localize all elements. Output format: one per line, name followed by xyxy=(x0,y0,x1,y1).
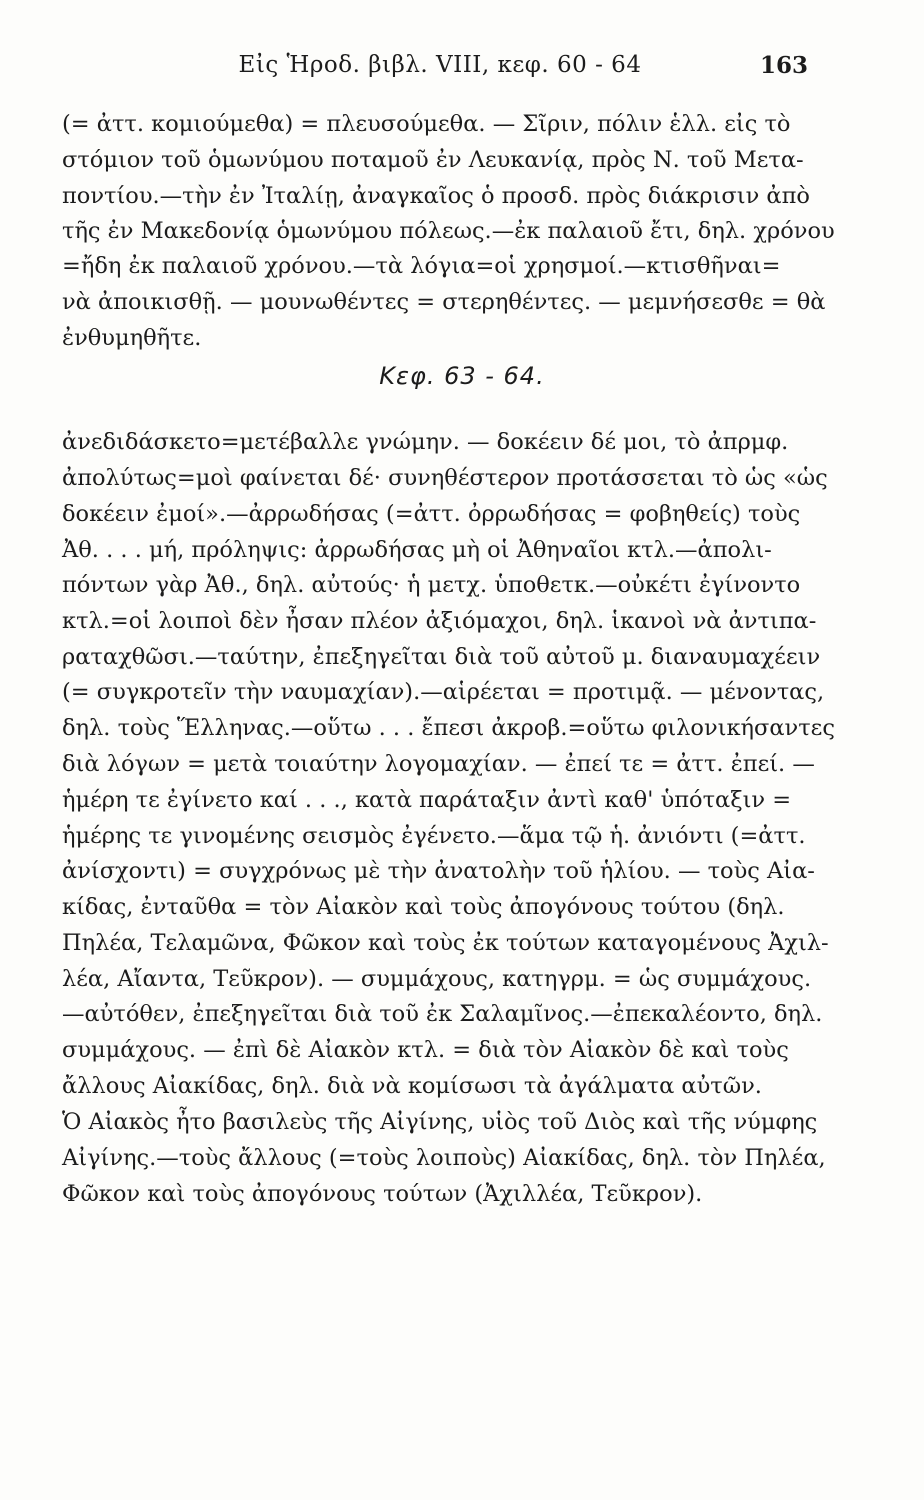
text-line: συμμάχους. — ἐπὶ δὲ Αἰακὸν κτλ. = διὰ τὸν Αἰακὸν δὲ καὶ τοὺς xyxy=(62,1037,789,1063)
text-line: κίδας, ἐνταῦθα = τὸν Αἰακὸν καὶ τοὺς ἀπογόνους τούτου (δηλ. xyxy=(62,894,785,920)
text-line: (= ἀττ. κομιούμεθα) = πλευσούμεθα. — Σῖριν, πόλιν ἑλλ. εἰς τὸ xyxy=(62,111,791,137)
text-line: διὰ λόγων = μετὰ τοιαύτην λογομαχίαν. — ἐπεί τε = ἀττ. ἐπεί. — xyxy=(62,751,815,777)
text-line: ἀπολύτως=μοὶ φαίνεται δέ· συνηθέστερον προτάσσεται τὸ ὡς «ὡς xyxy=(62,465,828,491)
text-line: δηλ. τοὺς Ἕλληνας.—οὕτω . . . ἔπεσι ἀκροβ.=οὕτω φιλονικήσαντες xyxy=(62,715,835,741)
text-line: ραταχθῶσι.—ταύτην, ἐπεξηγεῖται διὰ τοῦ αὐτοῦ μ. διαναυμαχέειν xyxy=(62,644,821,670)
running-header xyxy=(0,52,924,92)
text-line: =ἤδη ἐκ παλαιοῦ χρόνου.—τὰ λόγια=οἱ χρησμοί.—κτισθῆναι= xyxy=(62,253,781,279)
text-line: ἀνεδιδάσκετο=μετέβαλλε γνώμην. — δοκέειν δέ μοι, τὸ ἀπρμφ. xyxy=(62,429,789,455)
chapter-heading: Κεφ. 63 - 64. xyxy=(379,362,545,390)
text-line: νὰ ἀποικισθῇ. — μουνωθέντες = στερηθέντες. — μεμνήσεσθε = θὰ xyxy=(62,289,826,315)
page-number: 163 xyxy=(760,52,809,79)
text-line: (= συγκροτεῖν τὴν ναυμαχίαν).—αἱρέεται = προτιμᾷ. — μένοντας, xyxy=(62,679,825,705)
running-title: Εἰς Ἡροδ. βιβλ. VIII, κεφ. 60 - 64 xyxy=(238,52,642,78)
text-line: πόντων γὰρ Ἀθ., δηλ. αὐτούς· ἡ μετχ. ὑποθετκ.—οὐκέτι ἐγίνοντο xyxy=(62,572,801,598)
text-line: δοκέειν ἐμοί».—ἀρρωδήσας (=ἀττ. ὀρρωδήσας = φοβηθείς) τοὺς xyxy=(62,501,801,527)
text-line: Φῶκον καὶ τοὺς ἀπογόνους τούτων (Ἀχιλλέα, Τεῦκρον). xyxy=(62,1181,703,1207)
text-line: ἄλλους Αἰακίδας, δηλ. διὰ νὰ κομίσωσι τὰ ἀγάλματα αὐτῶν. xyxy=(62,1073,762,1099)
text-line: ἐνθυμηθῆτε. xyxy=(62,325,202,351)
text-line: ἀνίσχοντι) = συγχρόνως μὲ τὴν ἀνατολὴν τοῦ ἡλίου. — τοὺς Αἰα- xyxy=(62,858,815,884)
text-line: στόμιον τοῦ ὁμωνύμου ποταμοῦ ἐν Λευκανίᾳ, πρὸς Ν. τοῦ Μετα- xyxy=(62,147,804,173)
text-line: κτλ.=οἱ λοιποὶ δὲν ἦσαν πλέον ἀξιόμαχοι, δηλ. ἱκανοὶ νὰ ἀντιπα- xyxy=(62,608,817,634)
text-line: Αἰγίνης.—τοὺς ἄλλους (=τοὺς λοιποὺς) Αἰακίδας, δηλ. τὸν Πηλέα, xyxy=(62,1145,826,1171)
text-line: ἡμέρη τε ἐγίνετο καί . . ., κατὰ παράταξιν ἀντὶ καθ' ὑπόταξιν = xyxy=(62,787,792,813)
text-line: ἡμέρης τε γινομένης σεισμὸς ἐγένετο.—ἅμα τῷ ἡ. ἀνιόντι (=ἀττ. xyxy=(62,823,806,849)
text-line: τῆς ἐν Μακεδονίᾳ ὁμωνύμου πόλεως.—ἐκ παλαιοῦ ἔτι, δηλ. χρόνου xyxy=(62,218,835,244)
text-line: Ἀθ. . . . μή, πρόληψις: ἀρρωδήσας μὴ οἱ Ἀθηναῖοι κτλ.—ἀπολι- xyxy=(62,537,772,563)
text-line: ποντίου.—τὴν ἐν Ἰταλίῃ, ἀναγκαῖος ὁ προσδ. πρὸς διάκρισιν ἀπὸ xyxy=(62,183,810,209)
text-line: λέα, Αἴαντα, Τεῦκρον). — συμμάχους, κατηγρμ. = ὡς συμμάχους. xyxy=(62,966,812,992)
text-line: —αὐτόθεν, ἐπεξηγεῖται διὰ τοῦ ἐκ Σαλαμῖνος.—ἐπεκαλέοντο, δηλ. xyxy=(62,1001,823,1027)
text-line: Ὁ Αἰακὸς ἦτο βασιλεὺς τῆς Αἰγίνης, υἱὸς τοῦ Διὸς καὶ τῆς νύμφης xyxy=(62,1109,818,1135)
text-line: Πηλέα, Τελαμῶνα, Φῶκον καὶ τοὺς ἐκ τούτων καταγομένους Ἀχιλ- xyxy=(62,930,829,956)
